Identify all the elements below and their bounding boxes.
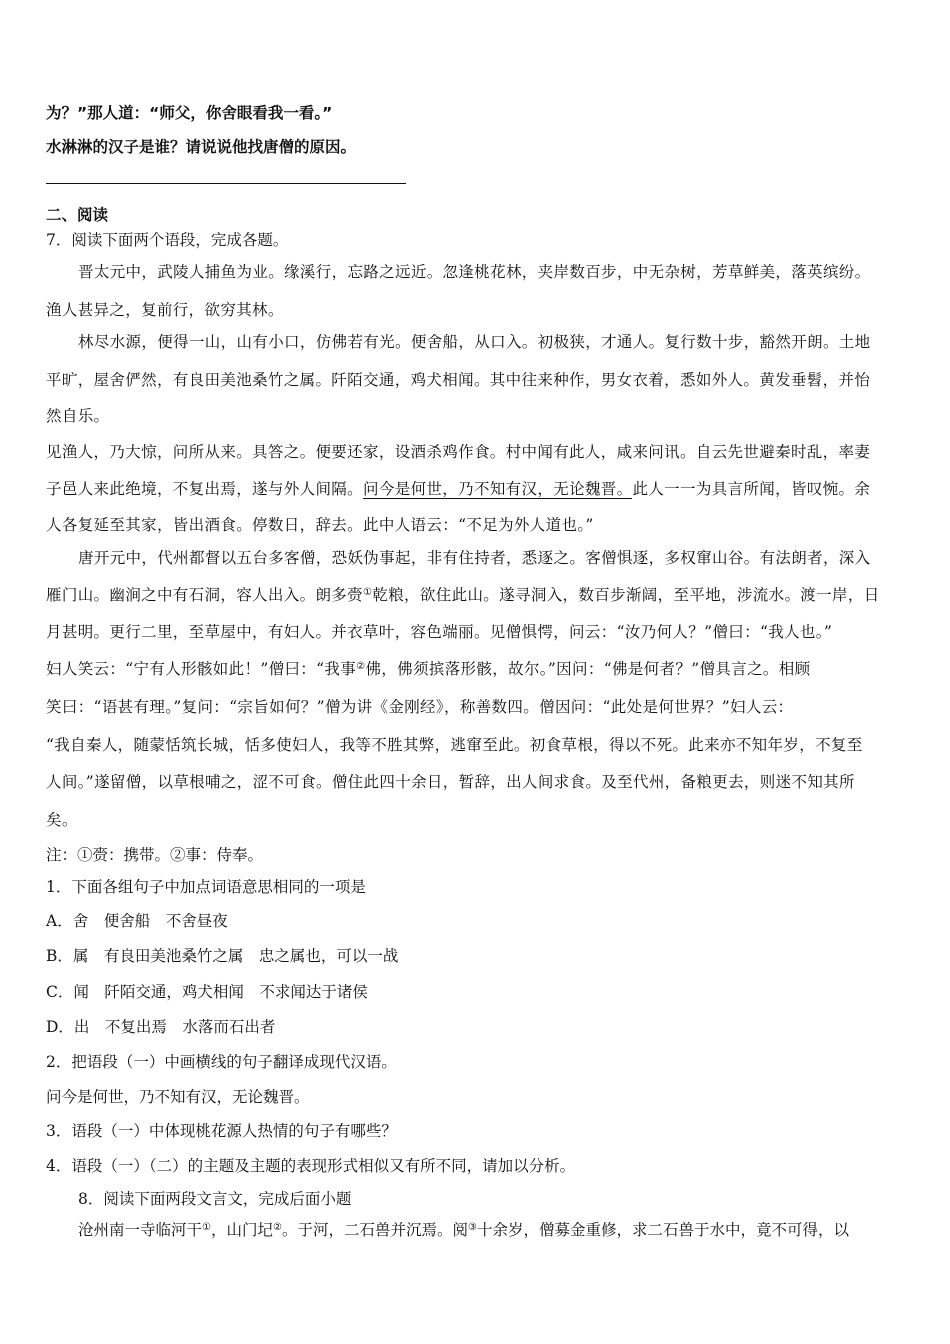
q7-sub2-sentence: 问今是何世，乃不知有汉，无论魏晋。	[46, 1088, 310, 1106]
footnote-mark-2: ②	[356, 661, 366, 672]
line-4-part-a: 妇人笑云：“宁有人形骸如此！”僧曰：“我事	[46, 660, 357, 678]
q7-passage1-line-1: 晋太元中，武陵人捕鱼为业。缘溪行，忘路之远近。忽逢桃花林，夹岸数百步，中无杂树，芳草鲜美，落英缤纷。	[78, 263, 871, 281]
q7-passage1-line-5: 然自乐。	[46, 407, 110, 425]
prev-question-line-1: 为？”那人道：“师父，你舍眼看我一看。”	[46, 104, 333, 122]
line-7-part-a: 子邑人来此绝境，不复出焉，遂与外人间隔。	[46, 480, 364, 498]
q7-prompt: 7．阅读下面两个语段，完成各题。	[46, 231, 289, 249]
underlined-sentence: 问今是何世，乃不知有汉，无论魏晋。	[363, 480, 633, 498]
line-2-part-a: 雁门山。幽涧之中有石洞，容人出入。朗多赍	[46, 586, 364, 604]
q7-sub3: 3．语段（一）中体现桃花源人热情的句子有哪些？	[46, 1122, 397, 1140]
q7-passage1-line-6: 见渔人，乃大惊，问所从来。具答之。便要还家，设酒杀鸡作食。村中闻有此人，咸来问讯。自云先世避秦时乱，率妻	[46, 443, 871, 461]
q7-option-d: D．出 不复出焉 水落而石出者	[46, 1018, 276, 1036]
q7-sub4: 4．语段（一）（二）的主题及主题的表现形式相似又有所不同，请加以分析。	[46, 1157, 576, 1175]
q7-passage1-line-4: 平旷，屋舍俨然，有良田美池桑竹之属。阡陌交通，鸡犬相闻。其中往来种作，男女衣着，悉如外人。黄发垂髫，并怡	[46, 371, 871, 389]
q7-passage1-line-8: 人各复延至其家，皆出酒食。停数日，辞去。此中人语云：“不足为外人道也。”	[46, 516, 594, 534]
q7-passage1-line-2: 渔人甚异之，复前行，欲穷其林。	[46, 301, 284, 319]
line-2-part-b: 乾粮，欲住此山。遂寻洞入，数百步渐阔，至平地，涉流水。渡一岸，日	[372, 586, 880, 604]
q7-sub1: 1．下面各组句子中加点词语意思相同的一项是	[46, 878, 366, 896]
q7-notes: 注：①赍：携带。②事：侍奉。	[46, 846, 264, 864]
section-heading: 二、阅读	[46, 206, 109, 224]
q7-sub2: 2．把语段（一）中画横线的句子翻译成现代汉语。	[46, 1053, 397, 1071]
q7-passage2-line-7: 人间。”遂留僧，以草根哺之，涩不可食。僧住此四十余日，暂辞，出人间求食。及至代州，备粮更去，则迷不知其所	[46, 773, 855, 791]
q7-option-b: B．属 有良田美池桑竹之属 忠之属也，可以一战	[46, 947, 399, 965]
q7-passage2-line-5: 笑曰：“语甚有理。”复问：“宗旨如何？”僧为讲《金刚经》，称善数四。僧因问：“此处是何世界？”妇人云：	[46, 698, 794, 716]
q7-passage2-line-4	[46, 659, 810, 679]
q8-line-part-b: ，山门圮	[210, 1221, 273, 1239]
prev-question-line-2: 水淋淋的汉子是谁？请说说他找唐僧的原因。	[46, 138, 357, 156]
q7-passage2-line-1: 唐开元中，代州都督以五台多客僧，恐妖伪事起，非有住持者，悉逐之。客僧惧逐，多权窜山谷。有法朗者，深入	[78, 549, 871, 567]
q8-prompt: 8．阅读下面两段文言文，完成后面小题	[78, 1190, 352, 1208]
q7-passage2-line-2	[46, 585, 880, 605]
line-4-part-b: 佛，佛须摈落形骸，故尔。”因问：“佛是何者？”僧具言之。相顾	[365, 660, 811, 678]
q8-footnote-mark-3: ③	[467, 1222, 477, 1233]
q7-passage2-line-8: 矣。	[46, 811, 78, 829]
q7-passage1-line-3: 林尽水源，便得一山，山有小口，仿佛若有光。便舍船，从口入。初极狭，才通人。复行数十步，豁然开朗。土地	[78, 333, 871, 351]
footnote-mark-1: ①	[363, 587, 373, 598]
q8-line-part-d: 十余岁，僧募金重修，求二石兽于水中，竟不可得，以	[476, 1221, 849, 1239]
answer-blank-line	[46, 183, 406, 184]
q7-option-c: C．闻 阡陌交通，鸡犬相闻 不求闻达于诸侯	[46, 983, 368, 1001]
q7-passage2-line-6: “我自秦人，随蒙恬筑长城，恬多使妇人，我等不胜其弊，逃窜至此。初食草根，得以不死。此来亦不知年岁，不复至	[46, 736, 863, 754]
q8-line-part-a: 沧州南一寺临河干	[78, 1221, 203, 1239]
q7-option-a: A．舍 便舍船 不舍昼夜	[46, 912, 228, 930]
q8-passage-line-1	[78, 1220, 849, 1240]
q7-passage1-line-7	[46, 479, 870, 499]
q8-footnote-mark-1: ①	[202, 1222, 211, 1233]
q8-footnote-mark-2: ②	[273, 1222, 282, 1233]
q7-passage2-line-3: 月甚明。更行二里，至草屋中，有妇人。并衣草叶，容色端丽。见僧惧愕，问云：“汝乃何人？”僧曰：“我人也。”	[46, 623, 833, 641]
line-7-part-b: 此人一一为具言所闻，皆叹惋。余	[632, 480, 871, 498]
q8-line-part-c: 。于河，二石兽并沉焉。阅	[281, 1221, 468, 1239]
